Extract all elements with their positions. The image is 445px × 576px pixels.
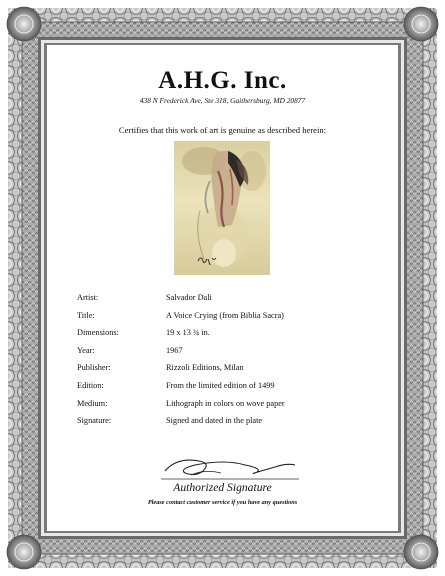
detail-value: A Voice Crying (from Biblia Sacra)	[166, 310, 284, 320]
detail-value: Rizzoli Editions, Milan	[166, 363, 244, 373]
detail-value: Salvador Dali	[166, 293, 212, 302]
detail-label: Dimensions:	[77, 328, 119, 338]
detail-value: 19 x 13 ¾ in.	[166, 328, 210, 338]
certification-statement: Certifies that this work of art is genuine as described herein:	[118, 125, 327, 135]
detail-value: Signed and dated in the plate	[166, 416, 263, 426]
detail-label: Medium:	[77, 398, 108, 408]
detail-value: 1967	[166, 345, 183, 355]
certificate-panel	[47, 45, 398, 531]
detail-label: Year:	[77, 345, 95, 355]
authorized-signature-label: Authorized Signature	[173, 481, 272, 494]
contact-note: Please contact customer service if you have any questions	[147, 499, 298, 506]
detail-label: Title:	[77, 310, 95, 320]
detail-value: Lithograph in colors on wove paper	[166, 398, 285, 408]
detail-label: Signature:	[77, 416, 112, 426]
detail-label: Artist:	[77, 293, 99, 302]
artwork-image	[174, 141, 270, 275]
detail-label: Edition:	[77, 380, 104, 390]
company-address: 438 N Frederick Ave, Ste 318, Gaithersburg, MD 20877	[139, 96, 306, 105]
detail-value: From the limited edition of 1499	[166, 380, 275, 390]
company-name: A.H.G. Inc.	[158, 67, 287, 94]
detail-label: Publisher:	[77, 363, 111, 373]
